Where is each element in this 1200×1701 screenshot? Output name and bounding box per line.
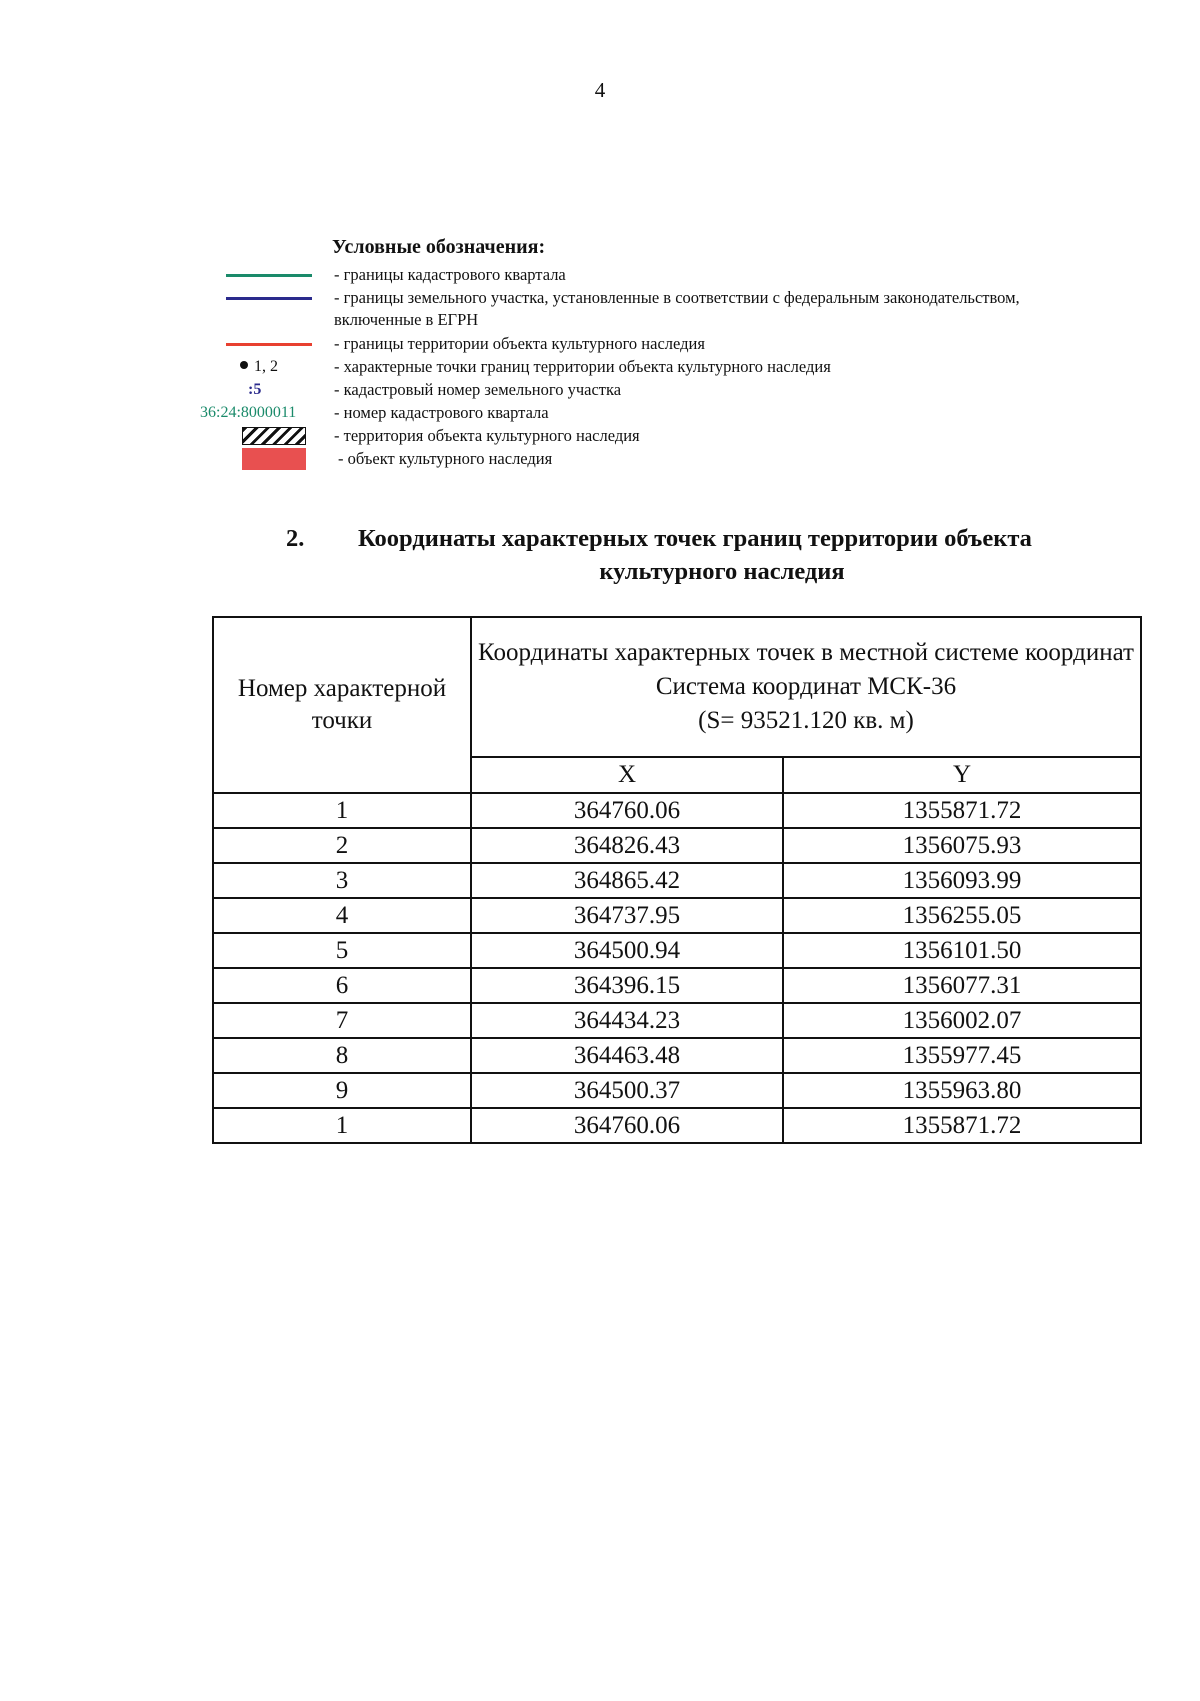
cell-point: 9 bbox=[213, 1073, 471, 1108]
point-label: 1, 2 bbox=[254, 358, 278, 375]
section-number: 2. bbox=[286, 525, 305, 552]
table-row bbox=[213, 1073, 1141, 1108]
cell-point: 5 bbox=[213, 933, 471, 968]
cell-x: 364760.06 bbox=[471, 793, 783, 828]
header-system-line1: Координаты характерных точек в местной системе координат bbox=[478, 639, 1134, 666]
legend-item-text: - границы земельного участка, установленные в соответствии с федеральным законодательством, включенные в ЕГРН bbox=[334, 288, 1020, 329]
point-icon bbox=[196, 356, 314, 378]
legend-line-swatch bbox=[226, 297, 312, 300]
cell-y: 1356075.93 bbox=[783, 828, 1141, 863]
cell-y: 1355963.80 bbox=[783, 1073, 1141, 1108]
legend-item-text: - объект культурного наследия bbox=[338, 449, 553, 468]
header-coordinate-system bbox=[471, 617, 1141, 757]
cell-point: 2 bbox=[213, 828, 471, 863]
cell-x: 364865.42 bbox=[471, 863, 783, 898]
page-number: 4 bbox=[594, 78, 606, 102]
table-row bbox=[213, 968, 1141, 1003]
header-y: Y bbox=[783, 757, 1141, 793]
legend-item-text: - кадастровый номер земельного участка bbox=[334, 380, 622, 399]
cell-point: 4 bbox=[213, 898, 471, 933]
section-title-line1: Координаты характерных точек границ территории объекта bbox=[358, 525, 1032, 552]
cell-point: 8 bbox=[213, 1038, 471, 1073]
table-row bbox=[213, 863, 1141, 898]
cell-point: 6 bbox=[213, 968, 471, 1003]
cell-y: 1356077.31 bbox=[783, 968, 1141, 1003]
header-system-line2: Система координат МСК-36 bbox=[655, 673, 957, 700]
header-system-line3: (S= 93521.120 кв. м) bbox=[698, 707, 914, 734]
header-x: X bbox=[471, 757, 783, 793]
table-row bbox=[213, 828, 1141, 863]
cell-y: 1355871.72 bbox=[783, 793, 1141, 828]
cadastral-number-label: :5 bbox=[248, 381, 262, 398]
cell-y: 1356002.07 bbox=[783, 1003, 1141, 1038]
cell-y: 1356101.50 bbox=[783, 933, 1141, 968]
legend-title: Условные обозначения: bbox=[332, 236, 546, 258]
table-row bbox=[213, 1003, 1141, 1038]
cell-x: 364500.94 bbox=[471, 933, 783, 968]
cell-point: 3 bbox=[213, 863, 471, 898]
legend-line-swatch bbox=[226, 274, 312, 277]
dot-icon bbox=[240, 361, 248, 369]
legend-item-text: - номер кадастрового квартала bbox=[334, 403, 549, 422]
legend-line-swatch bbox=[226, 343, 312, 346]
header-point-number: Номер характерной точки bbox=[213, 617, 471, 793]
legend-item-text: - границы территории объекта культурного наследия bbox=[334, 334, 705, 353]
cell-x: 364396.15 bbox=[471, 968, 783, 1003]
section-title-line2: культурного наследия bbox=[599, 558, 845, 585]
red-line-icon bbox=[196, 333, 314, 355]
table-row bbox=[213, 1108, 1141, 1143]
red-fill-swatch-icon bbox=[242, 448, 306, 470]
cell-x: 364826.43 bbox=[471, 828, 783, 863]
blue-line-icon bbox=[196, 287, 314, 309]
legend-item-text: - границы кадастрового квартала bbox=[334, 265, 566, 284]
table-row bbox=[213, 1038, 1141, 1073]
cell-x: 364760.06 bbox=[471, 1108, 783, 1143]
cell-x: 364434.23 bbox=[471, 1003, 783, 1038]
coordinates-table bbox=[212, 616, 1142, 1144]
quarter-number-label: 36:24:8000011 bbox=[200, 404, 297, 421]
legend-item-text: - характерные точки границ территории объекта культурного наследия bbox=[334, 357, 831, 376]
cell-x: 364500.37 bbox=[471, 1073, 783, 1108]
cell-y: 1355977.45 bbox=[783, 1038, 1141, 1073]
green-line-icon bbox=[196, 264, 314, 286]
table-row bbox=[213, 793, 1141, 828]
cell-x: 364737.95 bbox=[471, 898, 783, 933]
cell-y: 1355871.72 bbox=[783, 1108, 1141, 1143]
hatch-swatch-icon bbox=[242, 427, 306, 445]
cell-point: 1 bbox=[213, 1108, 471, 1143]
cell-point: 1 bbox=[213, 793, 471, 828]
cell-x: 364463.48 bbox=[471, 1038, 783, 1073]
table-row bbox=[213, 933, 1141, 968]
legend-item-text: - территория объекта культурного наследия bbox=[334, 426, 640, 445]
table-row bbox=[213, 898, 1141, 933]
cell-point: 7 bbox=[213, 1003, 471, 1038]
cell-y: 1356255.05 bbox=[783, 898, 1141, 933]
cell-y: 1356093.99 bbox=[783, 863, 1141, 898]
